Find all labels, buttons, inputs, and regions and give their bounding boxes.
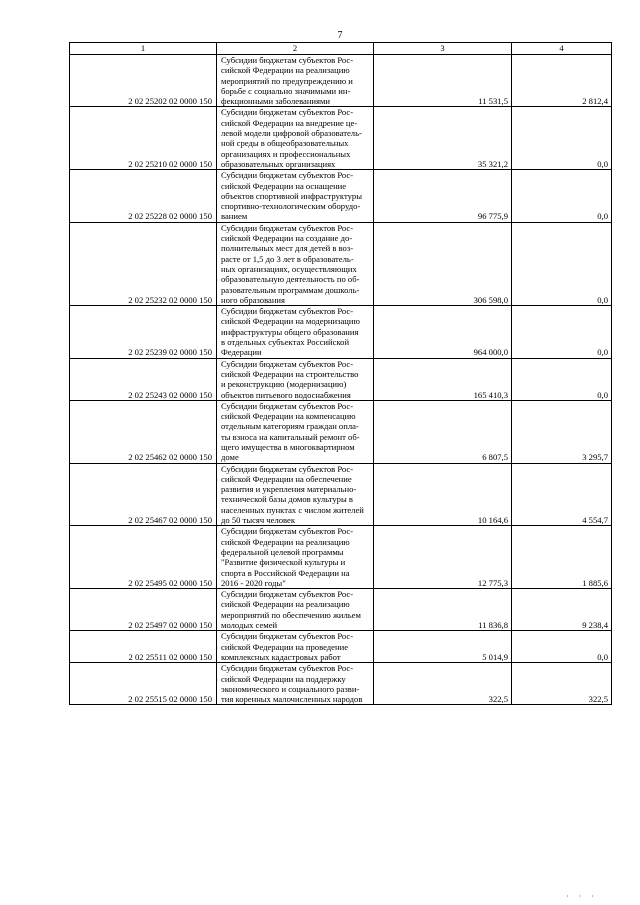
description-line: образовательных организациях: [221, 158, 336, 169]
header-col-2: 2: [217, 43, 374, 55]
description-line: сийской Федерации на модернизацию: [221, 316, 360, 327]
amount-col-3: 96 775,9: [374, 170, 512, 222]
budget-table: [69, 42, 612, 705]
description-line: 2016 - 2020 годы": [221, 577, 286, 588]
description-line: Субсидии бюджетам субъектов Рос-: [221, 222, 354, 233]
scan-marks: · · ·: [566, 892, 598, 901]
header-col-3: 3: [374, 43, 512, 55]
header-row: [70, 43, 612, 55]
description-line: Субсидии бюджетам субъектов Рос-: [221, 663, 354, 674]
amount-col-3: 322,5: [374, 663, 512, 705]
description-line: мероприятий по обеспечению жильем: [221, 609, 361, 620]
budget-code: 2 02 25232 02 0000 150: [70, 222, 217, 305]
description-line: Субсидии бюджетам субъектов Рос-: [221, 631, 354, 642]
amount-col-3: 5 014,9: [374, 631, 512, 663]
description-line: Субсидии бюджетам субъектов Рос-: [221, 358, 354, 369]
table-row: [70, 663, 612, 705]
description-line: объектов спортивной инфраструктуры: [221, 190, 362, 201]
budget-code: 2 02 25511 02 0000 150: [70, 631, 217, 663]
description-line: "Развитие физической культуры и: [221, 557, 346, 568]
subsidy-description: [217, 170, 374, 222]
description-line: и реконструкцию (модернизацию): [221, 379, 347, 390]
description-line: сийской Федерации на оснащение: [221, 180, 347, 191]
amount-col-4: 0,0: [512, 631, 612, 663]
amount-col-3: 11 531,5: [374, 55, 512, 107]
description-line: расте от 1,5 до 3 лет в образователь-: [221, 253, 354, 264]
budget-code: 2 02 25495 02 0000 150: [70, 526, 217, 589]
subsidy-description: [217, 107, 374, 170]
description-line: сийской Федерации на обеспечение: [221, 473, 352, 484]
description-line: сийской Федерации на реализацию: [221, 536, 350, 547]
budget-code: 2 02 25462 02 0000 150: [70, 400, 217, 463]
table-row: [70, 306, 612, 358]
description-line: населенных пунктах с числом жителей: [221, 504, 364, 515]
description-line: разовательным программам дошколь-: [221, 284, 360, 295]
description-line: объектов питьевого водоснабжения: [221, 389, 351, 400]
subsidy-description: [217, 400, 374, 463]
budget-code: 2 02 25202 02 0000 150: [70, 55, 217, 107]
subsidy-description: [217, 663, 374, 705]
description-line: сийской Федерации на проведение: [221, 641, 349, 652]
subsidy-description: [217, 463, 374, 526]
description-line: молодых семей: [221, 620, 278, 631]
table-row: [70, 400, 612, 463]
amount-col-3: 964 000,0: [374, 306, 512, 358]
amount-col-4: 0,0: [512, 107, 612, 170]
description-line: сийской Федерации на реализацию: [221, 65, 350, 76]
description-line: технической базы домов культуры в: [221, 494, 353, 505]
description-line: экономического и социального разви-: [221, 683, 360, 694]
table-row: [70, 222, 612, 305]
amount-col-4: 0,0: [512, 358, 612, 400]
header-col-1: 1: [70, 43, 217, 55]
description-line: до 50 тысяч человек: [221, 515, 296, 526]
description-line: Субсидии бюджетам субъектов Рос-: [221, 306, 354, 317]
description-line: щего имущества в многоквартирном: [221, 441, 355, 452]
budget-code: 2 02 25243 02 0000 150: [70, 358, 217, 400]
budget-code: 2 02 25239 02 0000 150: [70, 306, 217, 358]
description-line: Субсидии бюджетам субъектов Рос-: [221, 463, 354, 474]
subsidy-description: [217, 55, 374, 107]
table-row: [70, 358, 612, 400]
amount-col-4: 4 554,7: [512, 463, 612, 526]
description-line: фекционными заболеваниями: [221, 96, 331, 107]
description-line: сийской Федерации на создание до-: [221, 233, 353, 244]
page-number: 7: [337, 30, 343, 41]
description-line: комплексных кадастровых работ: [221, 651, 341, 662]
amount-col-3: 165 410,3: [374, 358, 512, 400]
subsidy-description: [217, 526, 374, 589]
subsidy-description: [217, 222, 374, 305]
amount-col-4: 0,0: [512, 222, 612, 305]
description-line: ванием: [221, 211, 248, 222]
description-line: сийской Федерации на компенсацию: [221, 411, 356, 422]
description-line: спорта в Российской Федерации на: [221, 567, 350, 578]
header-col-4: 4: [512, 43, 612, 55]
amount-col-4: 9 238,4: [512, 589, 612, 631]
table-body: [70, 55, 612, 705]
description-line: организациях и профессиональных: [221, 148, 351, 159]
description-line: Субсидии бюджетам субъектов Рос-: [221, 589, 354, 600]
subsidy-description: [217, 358, 374, 400]
amount-col-3: 306 598,0: [374, 222, 512, 305]
description-line: сийской Федерации на внедрение це-: [221, 117, 358, 128]
description-line: сийской Федерации на реализацию: [221, 599, 350, 610]
description-line: Федерации: [221, 347, 262, 358]
amount-col-3: 11 836,8: [374, 589, 512, 631]
description-line: ты взноса на капитальный ремонт об-: [221, 431, 360, 442]
amount-col-3: 10 164,6: [374, 463, 512, 526]
amount-col-4: 322,5: [512, 663, 612, 705]
amount-col-4: 0,0: [512, 170, 612, 222]
subsidy-description: [217, 589, 374, 631]
table-row: [70, 107, 612, 170]
budget-code: 2 02 25467 02 0000 150: [70, 463, 217, 526]
description-line: инфраструктуры общего образования: [221, 326, 359, 337]
subsidy-description: [217, 306, 374, 358]
subsidy-description: [217, 631, 374, 663]
table-row: [70, 463, 612, 526]
amount-col-4: 3 295,7: [512, 400, 612, 463]
description-line: борьбе с социально значимыми ин-: [221, 85, 351, 96]
description-line: ного образования: [221, 294, 285, 305]
budget-code: 2 02 25228 02 0000 150: [70, 170, 217, 222]
description-line: отдельным категориям граждан опла-: [221, 421, 359, 432]
description-line: федеральной целевой программы: [221, 546, 344, 557]
description-line: развития и укрепления материально-: [221, 484, 357, 495]
table-row: [70, 631, 612, 663]
description-line: ной среды в общеобразовательных: [221, 138, 349, 149]
description-line: полнительных мест для детей в воз-: [221, 243, 354, 254]
description-line: образовательную деятельность по об-: [221, 274, 360, 285]
amount-col-4: 1 885,6: [512, 526, 612, 589]
budget-code: 2 02 25210 02 0000 150: [70, 107, 217, 170]
table-row: [70, 170, 612, 222]
description-line: Субсидии бюджетам субъектов Рос-: [221, 55, 354, 65]
amount-col-3: 35 321,2: [374, 107, 512, 170]
description-line: доме: [221, 452, 239, 463]
description-line: тия коренных малочисленных народов: [221, 694, 363, 705]
amount-col-4: 2 812,4: [512, 55, 612, 107]
description-line: спортивно-технологическим оборудо-: [221, 201, 361, 212]
description-line: в отдельных субъектах Российской: [221, 337, 350, 348]
description-line: Субсидии бюджетам субъектов Рос-: [221, 170, 354, 181]
table-row: [70, 55, 612, 107]
amount-col-3: 6 807,5: [374, 400, 512, 463]
description-line: левой модели цифровой образователь-: [221, 128, 362, 139]
budget-code: 2 02 25515 02 0000 150: [70, 663, 217, 705]
description-line: сийской Федерации на поддержку: [221, 673, 346, 684]
description-line: Субсидии бюджетам субъектов Рос-: [221, 526, 354, 537]
amount-col-3: 12 775,3: [374, 526, 512, 589]
table-row: [70, 526, 612, 589]
description-line: Субсидии бюджетам субъектов Рос-: [221, 107, 354, 118]
description-line: мероприятий по предупреждению и: [221, 75, 353, 86]
description-line: сийской Федерации на строительство: [221, 368, 359, 379]
amount-col-4: 0,0: [512, 306, 612, 358]
budget-code: 2 02 25497 02 0000 150: [70, 589, 217, 631]
description-line: ных организациях, осуществляющих: [221, 263, 357, 274]
description-line: Субсидии бюджетам субъектов Рос-: [221, 400, 354, 411]
table-row: [70, 589, 612, 631]
